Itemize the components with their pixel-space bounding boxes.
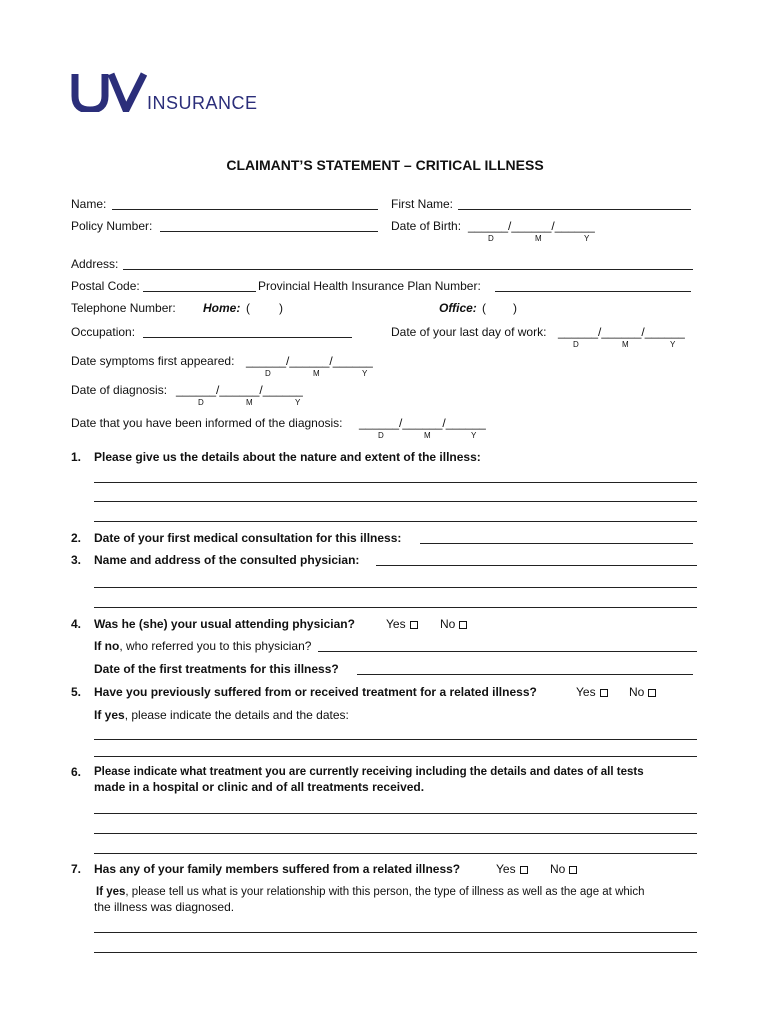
q5-yes[interactable] — [576, 685, 608, 699]
address-label: Address: — [71, 257, 119, 271]
q7-if-yes — [96, 885, 644, 899]
dob-m: M — [535, 234, 542, 243]
q7-yes[interactable] — [496, 862, 528, 876]
q4-if-no-bold: If no — [94, 639, 120, 653]
q7-if-yes-bold: If yes — [96, 886, 126, 898]
q4-first-treatment-line[interactable] — [357, 674, 693, 675]
symptoms-d: D — [265, 369, 271, 378]
q4-no[interactable] — [440, 617, 467, 631]
dob-d: D — [488, 234, 494, 243]
symptoms-slots[interactable]: ______/______/______ — [246, 354, 373, 368]
dob-label: Date of Birth: — [391, 219, 462, 233]
q7-if-yes-rest: , please tell us what is your relationship with this person, the type of illness as well as the age at which — [125, 886, 645, 898]
q7-line[interactable] — [94, 952, 697, 953]
informed-y: Y — [471, 431, 477, 440]
postal-code-label: Postal Code: — [71, 279, 140, 293]
q4-yes-checkbox[interactable] — [410, 621, 418, 629]
diagnosis-m: M — [246, 398, 253, 407]
policy-number-label: Policy Number: — [71, 219, 153, 233]
q2-text: Date of your first medical consultation for this illness: — [94, 531, 402, 545]
q5-yes-checkbox[interactable] — [600, 689, 608, 697]
home-label: Home: — [203, 301, 241, 315]
postal-code-line[interactable] — [143, 291, 256, 292]
occupation-line[interactable] — [143, 337, 352, 338]
q2-line[interactable] — [420, 543, 693, 544]
informed-d: D — [378, 431, 384, 440]
q6-text-line2: made in a hospital or clinic and of all treatments received. — [94, 780, 425, 794]
q1-line[interactable] — [94, 482, 697, 483]
office-paren-close: ) — [513, 301, 517, 315]
q5-if-yes-bold: If yes — [94, 708, 125, 722]
q4-no-label: No — [440, 617, 456, 631]
symptoms-y: Y — [362, 369, 368, 378]
q7-line[interactable] — [94, 932, 697, 933]
q6-line[interactable] — [94, 813, 697, 814]
q4-number: 4. — [71, 617, 82, 631]
address-line[interactable] — [123, 269, 693, 270]
name-line[interactable] — [112, 209, 378, 210]
informed-m: M — [424, 431, 431, 440]
q4-if-no — [94, 639, 311, 653]
q5-yes-label: Yes — [576, 685, 596, 699]
health-plan-label: Provincial Health Insurance Plan Number: — [258, 279, 481, 293]
telephone-label: Telephone Number: — [71, 301, 176, 315]
first-name-label: First Name: — [391, 197, 454, 211]
home-paren-open: ( — [246, 301, 250, 315]
dob-slots[interactable]: ______/______/______ — [468, 219, 595, 233]
q5-if-yes — [94, 708, 349, 722]
q3-number: 3. — [71, 553, 82, 567]
diagnosis-label: Date of diagnosis: — [71, 383, 168, 397]
q4-yes-label: Yes — [386, 617, 406, 631]
q4-no-checkbox[interactable] — [459, 621, 467, 629]
q6-number: 6. — [71, 765, 82, 779]
last-day-y: Y — [670, 340, 676, 349]
q5-line[interactable] — [94, 739, 697, 740]
q7-no-checkbox[interactable] — [569, 866, 577, 874]
uv-logo-mark — [71, 72, 147, 112]
symptoms-m: M — [313, 369, 320, 378]
q5-text: Have you previously suffered from or received treatment for a related illness? — [94, 685, 537, 699]
q5-number: 5. — [71, 685, 82, 699]
q6-line[interactable] — [94, 833, 697, 834]
q7-number: 7. — [71, 862, 82, 876]
q7-yes-label: Yes — [496, 862, 516, 876]
q5-no[interactable] — [629, 685, 656, 699]
health-plan-line[interactable] — [495, 291, 691, 292]
q7-text: Has any of your family members suffered from a related illness? — [94, 862, 461, 876]
policy-number-line[interactable] — [160, 231, 378, 232]
occupation-label: Occupation: — [71, 325, 136, 339]
q4-if-no-rest: , who referred you to this physician? — [119, 639, 312, 653]
last-day-slots[interactable]: ______/______/______ — [558, 325, 685, 339]
q4-first-treatment: Date of the first treatments for this illness? — [94, 662, 339, 676]
last-day-label: Date of your last day of work: — [391, 325, 547, 339]
q1-number: 1. — [71, 450, 82, 464]
diagnosis-y: Y — [295, 398, 301, 407]
q3-line[interactable] — [94, 607, 697, 608]
q2-number: 2. — [71, 531, 82, 545]
q5-no-checkbox[interactable] — [648, 689, 656, 697]
q5-no-label: No — [629, 685, 645, 699]
q1-line[interactable] — [94, 521, 697, 522]
q3-line[interactable] — [376, 565, 697, 566]
logo-wordmark: INSURANCE — [147, 93, 258, 113]
q4-text: Was he (she) your usual attending physician? — [94, 617, 355, 631]
q3-line[interactable] — [94, 587, 697, 588]
informed-slots[interactable]: ______/______/______ — [359, 416, 486, 430]
informed-label: Date that you have been informed of the diagnosis: — [71, 416, 343, 430]
q7-yes-checkbox[interactable] — [520, 866, 528, 874]
symptoms-label: Date symptoms first appeared: — [71, 354, 235, 368]
diagnosis-d: D — [198, 398, 204, 407]
first-name-line[interactable] — [458, 209, 691, 210]
dob-y: Y — [584, 234, 590, 243]
diagnosis-slots[interactable]: ______/______/______ — [176, 383, 303, 397]
q6-text-line1: Please indicate what treatment you are currently receiving including the details and dates of all tests — [94, 766, 644, 778]
last-day-m: M — [622, 340, 629, 349]
q4-referrer-line[interactable] — [318, 651, 697, 652]
q5-line[interactable] — [94, 756, 697, 757]
q7-no[interactable] — [550, 862, 577, 876]
q1-text: Please give us the details about the nature and extent of the illness: — [94, 450, 481, 464]
q6-line[interactable] — [94, 853, 697, 854]
q3-text: Name and address of the consulted physician: — [94, 553, 360, 567]
form-title: CLAIMANT’S STATEMENT – CRITICAL ILLNESS — [226, 157, 544, 173]
q7-no-label: No — [550, 862, 566, 876]
office-paren-open: ( — [482, 301, 486, 315]
office-label: Office: — [439, 301, 477, 315]
q4-yes[interactable] — [386, 617, 418, 631]
home-paren-close: ) — [279, 301, 283, 315]
q1-line[interactable] — [94, 501, 697, 502]
last-day-d: D — [573, 340, 579, 349]
q5-if-yes-rest: , please indicate the details and the dates: — [124, 708, 349, 722]
name-label: Name: — [71, 197, 107, 211]
q7-if-yes-line2: the illness was diagnosed. — [94, 900, 235, 914]
